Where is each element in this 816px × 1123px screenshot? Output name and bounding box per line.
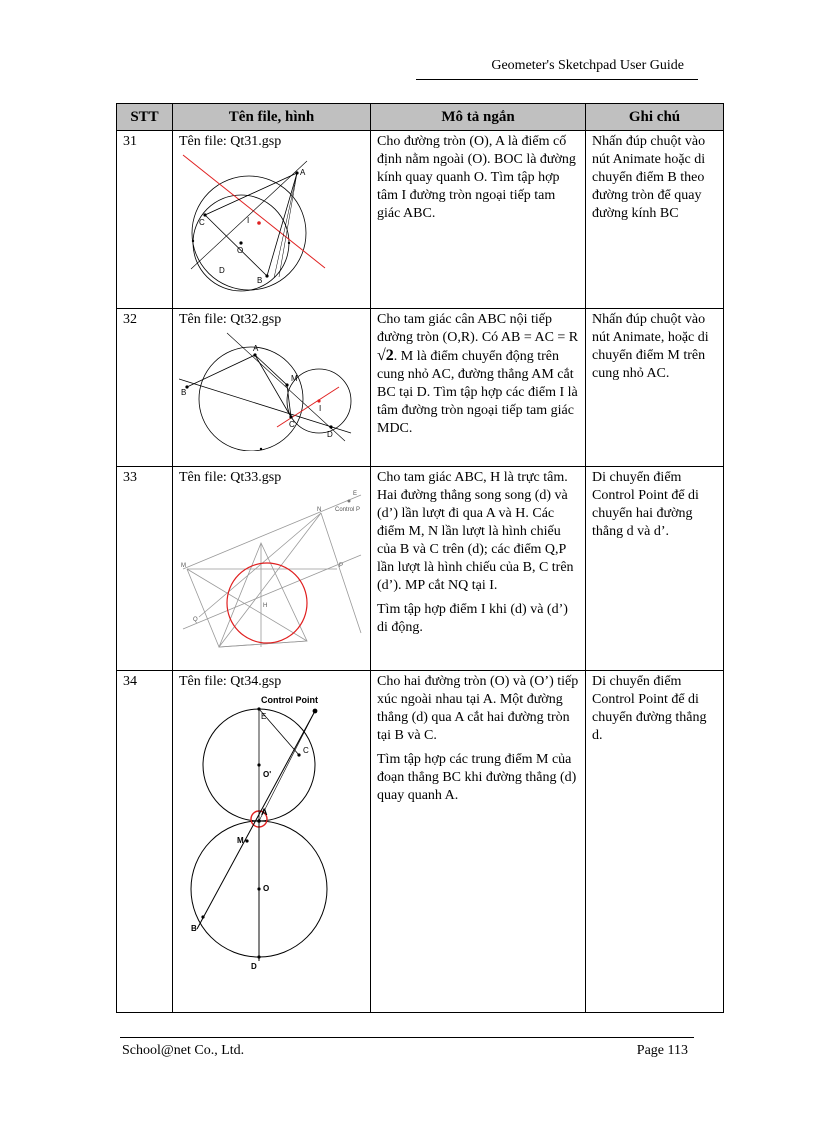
note-cell: Nhấn đúp chuột vào nút Animate, hoặc di chuyển điểm M trên cung nhỏ AC. — [586, 309, 724, 467]
stt-cell: 31 — [117, 131, 173, 309]
col-header-note: Ghi chú — [586, 104, 724, 131]
col-header-stt: STT — [117, 104, 173, 131]
file-name: Tên file: Qt31.gsp — [179, 134, 282, 149]
file-cell — [173, 671, 371, 1013]
label-n: N — [317, 507, 322, 513]
note-cell: Di chuyển điểm Control Point để di chuyển đường thẳng d. — [586, 671, 724, 1013]
label-d: D — [327, 430, 333, 439]
sqrt-two: √2 — [377, 347, 394, 364]
desc-cell: Cho tam giác cân ABC nội tiếp đường tròn (O,R). Có AB = AC = R √2. M là điểm chuyển động trên cung nhỏ AC, đường thẳng AM cắt BC tại D. Tìm tập hợp các điểm I là tâm đường tròn ngoại tiếp tam giác MDC. — [371, 309, 586, 467]
table-row — [117, 467, 724, 671]
col-header-file: Tên file, hình — [173, 104, 371, 131]
page-header-title: Geometer's Sketchpad User Guide — [491, 58, 684, 73]
figure-qt33 — [179, 489, 367, 649]
label-control-point: Control P — [335, 507, 361, 513]
label-a: A — [261, 807, 268, 817]
label-control-point: Control Point — [261, 695, 318, 705]
figure-qt31 — [179, 153, 329, 295]
desc-cell: Cho tam giác ABC, H là trực tâm. Hai đường thẳng song song (d) và (d’) lần lượt đi qua A và H. Các điểm M, N lần lượt là hình chiếu của B và C trên (d); các điểm Q,P lần lượt là hình chiếu của B, C trên (d’). MP cắt NQ tại I. Tìm tập hợp điểm I khi (d) và (d’) di động. — [371, 467, 586, 671]
figure-qt32 — [179, 331, 355, 451]
label-p: P — [339, 563, 344, 569]
label-b: B — [191, 924, 197, 933]
footer-company: School@net Co., Ltd. — [122, 1043, 245, 1058]
file-name: Tên file: Qt33.gsp — [179, 470, 282, 485]
label-d: D — [251, 962, 257, 971]
label-q: Q — [193, 617, 198, 623]
desc-cell: Cho đường tròn (O), A là điểm cố định nằm ngoài (O). BOC là đường kính quay quanh O. Tìm tập hợp tâm I đường tròn ngoại tiếp tam giác ABC. — [371, 131, 586, 309]
file-name: Tên file: Qt34.gsp — [179, 674, 282, 689]
label-d: D — [219, 266, 225, 275]
label-c: C — [303, 746, 309, 755]
col-header-desc: Mô tả ngắn — [371, 104, 586, 131]
stt-cell: 33 — [117, 467, 173, 671]
figure-qt34 — [179, 693, 365, 993]
desc-cell: Cho hai đường tròn (O) và (O’) tiếp xúc ngoài nhau tại A. Một đường thẳng (d) qua A cắt hai đường tròn tại B và C. Tìm tập hợp các trung điểm M của đoạn thẳng BC khi đường thẳng (d) quay quanh A. — [371, 671, 586, 1013]
table-header-row — [117, 104, 724, 131]
label-o: O — [237, 246, 244, 255]
label-m: M — [237, 836, 244, 845]
label-a: A — [253, 344, 259, 353]
file-cell — [173, 309, 371, 467]
label-m: M — [181, 563, 186, 569]
label-o-prime: O' — [263, 770, 272, 779]
guide-table — [116, 103, 724, 1013]
label-b: B — [181, 388, 187, 397]
footer-rule — [120, 1037, 694, 1038]
label-i: I — [319, 404, 322, 413]
label-m: M — [291, 374, 298, 383]
label-e: E — [353, 491, 358, 497]
label-c: C — [199, 218, 205, 227]
label-a: A — [300, 168, 306, 177]
label-h: H — [263, 603, 268, 609]
file-name: Tên file: Qt32.gsp — [179, 312, 282, 327]
file-cell — [173, 131, 371, 309]
stt-cell: 34 — [117, 671, 173, 1013]
label-c: C — [289, 420, 295, 429]
file-cell — [173, 467, 371, 671]
footer-page-number: Page 113 — [636, 1043, 688, 1058]
table-row — [117, 131, 724, 309]
label-i: I — [247, 216, 250, 225]
stt-cell: 32 — [117, 309, 173, 467]
label-o: O — [263, 884, 270, 893]
header-rule — [416, 79, 698, 80]
label-e: E — [261, 712, 267, 721]
table-row — [117, 309, 724, 467]
note-cell: Nhấn đúp chuột vào nút Animate hoặc di chuyển điểm B theo đường tròn để quay đường kính BC — [586, 131, 724, 309]
note-cell: Di chuyển điểm Control Point để di chuyển hai đường thẳng d và d’. — [586, 467, 724, 671]
label-b: B — [257, 276, 263, 285]
table-row — [117, 671, 724, 1013]
